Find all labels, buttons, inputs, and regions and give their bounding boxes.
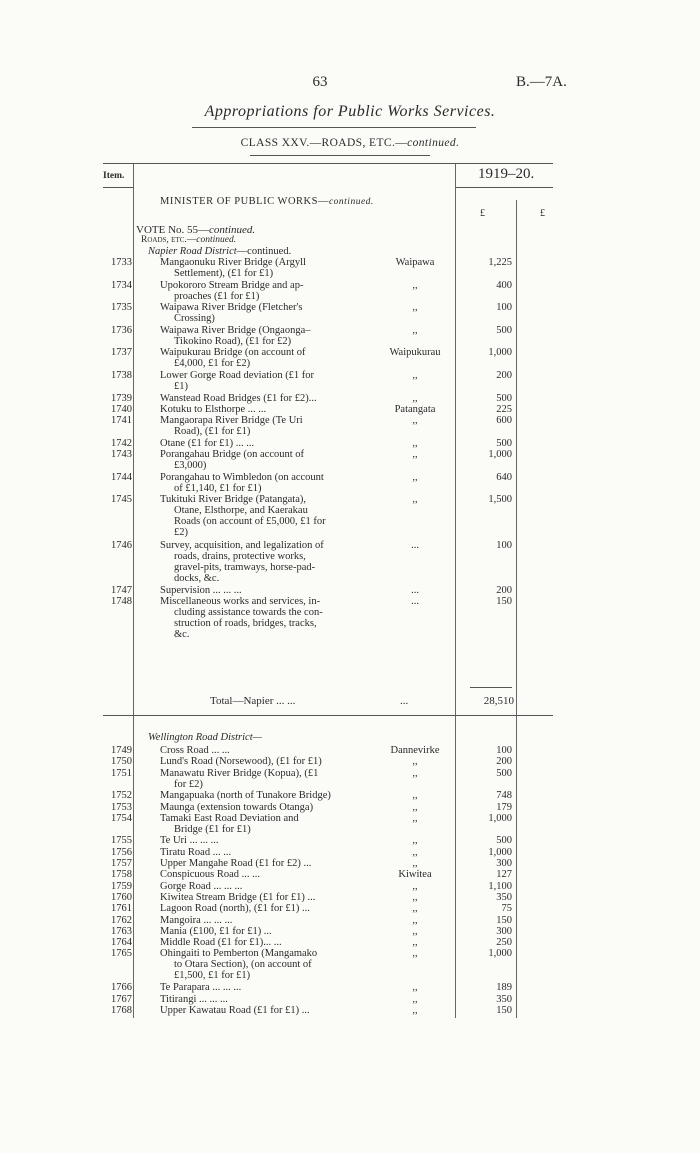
item-locality: ,, bbox=[412, 392, 418, 404]
description-line: Porangahau to Wimbledon (on account bbox=[160, 471, 324, 483]
description-line: Tiratu Road ... ... bbox=[160, 846, 232, 858]
item-description bbox=[160, 903, 370, 914]
description-line: Otane (£1 for £1) ... ... bbox=[160, 437, 255, 449]
class-subtitle bbox=[0, 137, 700, 149]
item-description bbox=[160, 325, 370, 347]
item-locality: ,, bbox=[412, 415, 418, 427]
item-locality: ,, bbox=[412, 937, 418, 949]
item-locality: ,, bbox=[412, 767, 418, 779]
item-number: 1752 bbox=[111, 790, 132, 802]
item-amount: 1,500 bbox=[488, 494, 512, 506]
item-number: 1759 bbox=[111, 880, 132, 892]
item-number: 1753 bbox=[111, 801, 132, 813]
item-number: 1747 bbox=[111, 584, 132, 596]
roads-heading-continued: continued. bbox=[196, 235, 237, 245]
item-number: 1746 bbox=[111, 539, 132, 551]
description-line: Mangapuaka (north of Tunakore Bridge) bbox=[160, 790, 331, 802]
roads-heading-main: Roads, etc.— bbox=[141, 235, 197, 245]
item-number: 1763 bbox=[111, 925, 132, 937]
item-locality: Dannevirke bbox=[390, 745, 440, 756]
item-locality: ,, bbox=[412, 982, 418, 994]
second-amount-column-divider bbox=[516, 200, 517, 1018]
item-column-header: Item. bbox=[103, 171, 125, 181]
item-locality: Kiwitea bbox=[398, 869, 432, 881]
minister-heading bbox=[160, 196, 374, 207]
item-description bbox=[160, 756, 370, 767]
item-locality: Waipawa bbox=[395, 257, 435, 268]
item-locality: ,, bbox=[412, 494, 418, 506]
item-number: 1761 bbox=[111, 903, 132, 915]
item-locality: ,, bbox=[412, 812, 418, 824]
item-locality: ,, bbox=[412, 993, 418, 1005]
item-amount: 500 bbox=[496, 767, 512, 779]
roads-heading bbox=[141, 235, 236, 245]
item-number: 1751 bbox=[111, 767, 132, 779]
item-number: 1762 bbox=[111, 914, 132, 926]
item-amount: 200 bbox=[496, 584, 512, 596]
description-line: Titirangi ... ... ... bbox=[160, 993, 228, 1005]
item-number: 1741 bbox=[111, 415, 132, 427]
item-amount: 200 bbox=[496, 370, 512, 381]
item-description bbox=[160, 982, 370, 993]
item-description bbox=[160, 596, 370, 640]
class-subtitle-continued: continued. bbox=[407, 137, 460, 149]
description-line: Waipawa River Bridge (Fletcher's bbox=[160, 302, 303, 314]
item-number: 1760 bbox=[111, 891, 132, 903]
item-amount: 75 bbox=[501, 903, 512, 915]
item-number: 1758 bbox=[111, 869, 132, 881]
item-number: 1750 bbox=[111, 756, 132, 768]
item-amount: 100 bbox=[496, 302, 512, 314]
item-locality: ,, bbox=[412, 449, 418, 461]
description-line: Manawatu River Bridge (Kopua), (£1 bbox=[160, 767, 319, 779]
item-amount: 350 bbox=[496, 993, 512, 1005]
item-description bbox=[160, 540, 370, 584]
description-line: Mangoira ... ... ... bbox=[160, 914, 233, 926]
total-napier-amount: 28,510 bbox=[483, 695, 514, 707]
item-number: 1737 bbox=[111, 347, 132, 359]
description-line: roads, drains, protective works, bbox=[174, 550, 306, 562]
description-line: gravel-pits, tramways, horse-pad- bbox=[174, 561, 316, 573]
item-locality: ... bbox=[411, 584, 419, 596]
item-locality: Waipukurau bbox=[389, 347, 441, 359]
item-amount: 500 bbox=[496, 324, 512, 336]
description-line: Survey, acquisition, and legalization of bbox=[160, 539, 324, 551]
item-header-rule bbox=[103, 187, 133, 188]
item-description bbox=[160, 393, 370, 404]
item-locality: ,, bbox=[412, 835, 418, 847]
item-number: 1749 bbox=[111, 745, 132, 756]
item-description bbox=[160, 858, 370, 869]
description-line: Kiwitea Stream Bridge (£1 for £1) ... bbox=[160, 891, 316, 903]
wellington-district-heading: Wellington Road District— bbox=[148, 732, 262, 743]
description-line: Mania (£100, £1 for £1) ... bbox=[160, 925, 272, 937]
description-line: Roads (on account of £5,000, £1 for bbox=[174, 516, 326, 528]
item-description bbox=[160, 438, 370, 449]
description-line: Bridge (£1 for £1) bbox=[174, 823, 251, 835]
year-column-header: 1919–20. bbox=[478, 166, 535, 182]
class-subtitle-main: CLASS XXV.—ROADS, ETC.— bbox=[240, 137, 408, 149]
item-locality: ,, bbox=[412, 880, 418, 892]
description-line: Otane, Elsthorpe, and Kaerakau bbox=[174, 505, 308, 517]
description-line: Lagoon Road (north), (£1 for £1) ... bbox=[160, 903, 310, 915]
description-line: Tamaki East Road Deviation and bbox=[160, 812, 299, 824]
item-number: 1745 bbox=[111, 494, 132, 506]
total-dots: ... bbox=[400, 695, 409, 707]
item-locality: ,, bbox=[412, 903, 418, 915]
description-line: Kotuku to Elsthorpe ... ... bbox=[160, 403, 267, 415]
item-description bbox=[160, 948, 370, 981]
item-description bbox=[160, 813, 370, 835]
description-line: £2) bbox=[174, 527, 188, 539]
description-line: Waipawa River Bridge (Ongaonga– bbox=[160, 324, 311, 336]
item-locality: ,, bbox=[412, 948, 418, 960]
item-locality: ,, bbox=[412, 370, 418, 381]
item-description bbox=[160, 1005, 370, 1016]
item-locality: ,, bbox=[412, 756, 418, 768]
item-description bbox=[160, 585, 370, 596]
subtitle-rule bbox=[250, 155, 430, 156]
item-amount: 189 bbox=[496, 982, 512, 994]
item-number: 1767 bbox=[111, 993, 132, 1005]
description-line: proaches (£1 for £1) bbox=[174, 290, 260, 302]
item-locality: ,, bbox=[412, 302, 418, 314]
description-line: Miscellaneous works and services, in- bbox=[160, 596, 321, 607]
item-amount: 150 bbox=[496, 1004, 512, 1016]
description-line: Cross Road ... ... bbox=[160, 745, 230, 756]
item-description bbox=[160, 915, 370, 926]
description-line: Maunga (extension towards Otanga) bbox=[160, 801, 314, 813]
description-line: to Otara Section), (on account of bbox=[174, 959, 312, 971]
item-amount: 1,100 bbox=[488, 880, 512, 892]
item-amount: 500 bbox=[496, 392, 512, 404]
description-line: Lower Gorge Road deviation (£1 for bbox=[160, 370, 315, 381]
item-number: 1734 bbox=[111, 279, 132, 291]
description-line: cluding assistance towards the con- bbox=[174, 607, 323, 618]
napier-district-continued: —continued. bbox=[236, 246, 292, 257]
item-description bbox=[160, 926, 370, 937]
item-amount: 500 bbox=[496, 437, 512, 449]
item-number: 1738 bbox=[111, 370, 132, 381]
description-line: &c. bbox=[174, 629, 190, 640]
item-description bbox=[160, 835, 370, 846]
description-line: struction of roads, bridges, tracks, bbox=[174, 618, 317, 629]
item-amount: 150 bbox=[496, 914, 512, 926]
description-line: for £2) bbox=[174, 778, 203, 790]
description-line: £3,000) bbox=[174, 460, 207, 472]
description-line: Tukituki River Bridge (Patangata), bbox=[160, 494, 307, 506]
item-locality: ,, bbox=[412, 801, 418, 813]
item-locality: ,, bbox=[412, 891, 418, 903]
item-amount: 1,000 bbox=[488, 948, 512, 960]
item-amount: 1,000 bbox=[488, 449, 512, 461]
table-top-rule bbox=[103, 163, 553, 164]
item-locality: ... bbox=[411, 596, 419, 607]
item-description bbox=[160, 302, 370, 324]
description-line: Ohingaiti to Pemberton (Mangamako bbox=[160, 948, 318, 960]
item-amount: 350 bbox=[496, 891, 512, 903]
item-amount: 1,000 bbox=[488, 812, 512, 824]
item-description bbox=[160, 347, 370, 369]
item-column-divider bbox=[133, 163, 134, 1018]
item-description bbox=[160, 869, 370, 880]
item-description bbox=[160, 494, 370, 538]
item-amount: 150 bbox=[496, 596, 512, 607]
item-description bbox=[160, 449, 370, 471]
total-napier-label: Total—Napier ... ... bbox=[210, 695, 296, 707]
item-number: 1740 bbox=[111, 403, 132, 415]
item-amount: 640 bbox=[496, 471, 512, 483]
item-amount: 1,000 bbox=[488, 347, 512, 359]
item-locality: Patangata bbox=[394, 403, 436, 415]
item-locality: ,, bbox=[412, 1004, 418, 1016]
item-description bbox=[160, 745, 370, 756]
description-line: Crossing) bbox=[174, 313, 215, 325]
item-number: 1748 bbox=[111, 596, 132, 607]
item-locality: ,, bbox=[412, 846, 418, 858]
item-number: 1735 bbox=[111, 302, 132, 314]
item-amount: 748 bbox=[496, 790, 512, 802]
item-amount: 300 bbox=[496, 925, 512, 937]
item-number: 1757 bbox=[111, 858, 132, 869]
item-amount: 500 bbox=[496, 835, 512, 847]
total-bottom-rule bbox=[103, 715, 553, 716]
item-description bbox=[160, 892, 370, 903]
item-description bbox=[160, 257, 370, 279]
page-title: Appropriations for Public Works Services. bbox=[204, 103, 496, 120]
title-rule bbox=[192, 127, 476, 128]
description-line: docks, &c. bbox=[174, 572, 220, 584]
item-amount: 1,000 bbox=[488, 846, 512, 858]
description-line: Te Uri ... ... ... bbox=[160, 835, 219, 847]
item-number: 1742 bbox=[111, 437, 132, 449]
item-amount: 250 bbox=[496, 937, 512, 949]
item-description bbox=[160, 768, 370, 790]
pound-header-1: £ bbox=[480, 208, 485, 219]
item-description bbox=[160, 994, 370, 1005]
description-line: Upper Mangahe Road (£1 for £2) ... bbox=[160, 858, 312, 869]
item-number: 1744 bbox=[111, 471, 132, 483]
item-description bbox=[160, 937, 370, 948]
napier-district-heading bbox=[148, 246, 291, 257]
napier-district-name: Napier Road District bbox=[148, 246, 237, 257]
description-line: Te Parapara ... ... ... bbox=[160, 982, 242, 994]
item-description bbox=[160, 280, 370, 302]
description-line: Upper Kawatau Road (£1 for £1) ... bbox=[160, 1004, 310, 1016]
item-number: 1743 bbox=[111, 449, 132, 461]
item-description bbox=[160, 472, 370, 494]
description-line: Waipukurau Bridge (on account of bbox=[160, 347, 306, 359]
amount-column-divider bbox=[455, 163, 456, 1018]
item-locality: ,, bbox=[412, 914, 418, 926]
item-description bbox=[160, 404, 370, 415]
item-amount: 225 bbox=[496, 403, 512, 415]
vote-heading-main: VOTE No. 55— bbox=[136, 224, 210, 236]
item-locality: ,, bbox=[412, 858, 418, 869]
description-line: £1) bbox=[174, 381, 188, 392]
item-number: 1768 bbox=[111, 1004, 132, 1016]
item-number: 1754 bbox=[111, 812, 132, 824]
item-locality: ... bbox=[411, 539, 419, 551]
item-description bbox=[160, 881, 370, 892]
description-line: Mangaorapa River Bridge (Te Uri bbox=[160, 415, 303, 427]
item-amount: 100 bbox=[496, 745, 512, 756]
item-amount: 100 bbox=[496, 539, 512, 551]
description-line: of £1,140, £1 for £1) bbox=[174, 482, 262, 494]
item-amount: 127 bbox=[496, 869, 512, 881]
item-number: 1764 bbox=[111, 937, 132, 949]
description-line: Mangaonuku River Bridge (Argyll bbox=[160, 257, 306, 268]
description-line: Gorge Road ... ... ... bbox=[160, 880, 243, 892]
description-line: £4,000, £1 for £2) bbox=[174, 358, 251, 370]
item-locality: ,, bbox=[412, 925, 418, 937]
item-description bbox=[160, 370, 370, 392]
item-number: 1739 bbox=[111, 392, 132, 404]
item-locality: ,, bbox=[412, 279, 418, 291]
item-locality: ,, bbox=[412, 471, 418, 483]
item-number: 1733 bbox=[111, 257, 132, 268]
item-locality: ,, bbox=[412, 790, 418, 802]
item-description bbox=[160, 802, 370, 813]
pound-header-2: £ bbox=[540, 208, 545, 219]
description-line: Road), (£1 for £1) bbox=[174, 426, 251, 438]
minister-heading-continued: continued. bbox=[328, 197, 374, 207]
minister-heading-main: MINISTER OF PUBLIC WORKS— bbox=[160, 196, 329, 207]
vote-heading-continued: continued. bbox=[209, 224, 256, 236]
item-amount: 300 bbox=[496, 858, 512, 869]
description-line: Middle Road (£1 for £1)... ... bbox=[160, 937, 282, 949]
description-line: Settlement), (£1 for £1) bbox=[174, 268, 274, 279]
item-amount: 600 bbox=[496, 415, 512, 427]
description-line: Conspicuous Road ... ... bbox=[160, 869, 261, 881]
item-description bbox=[160, 415, 370, 437]
item-number: 1765 bbox=[111, 948, 132, 960]
item-number: 1755 bbox=[111, 835, 132, 847]
year-header-rule bbox=[456, 187, 553, 188]
item-description bbox=[160, 790, 370, 801]
item-amount: 179 bbox=[496, 801, 512, 813]
description-line: £1,500, £1 for £1) bbox=[174, 970, 251, 982]
page-reference: B.—7A. bbox=[516, 74, 567, 90]
total-top-rule bbox=[470, 687, 512, 688]
item-locality: ,, bbox=[412, 437, 418, 449]
item-number: 1766 bbox=[111, 982, 132, 994]
page-number: 63 bbox=[312, 74, 328, 90]
description-line: Tikokino Road), (£1 for £2) bbox=[174, 335, 292, 347]
description-line: Upokororo Stream Bridge and ap- bbox=[160, 279, 304, 291]
description-line: Wanstead Road Bridges (£1 for £2)... bbox=[160, 392, 317, 404]
item-locality: ,, bbox=[412, 324, 418, 336]
item-amount: 400 bbox=[496, 279, 512, 291]
item-description bbox=[160, 847, 370, 858]
item-number: 1756 bbox=[111, 846, 132, 858]
item-number: 1736 bbox=[111, 324, 132, 336]
description-line: Porangahau Bridge (on account of bbox=[160, 449, 305, 461]
description-line: Lund's Road (Norsewood), (£1 for £1) bbox=[160, 756, 322, 768]
item-amount: 1,225 bbox=[488, 257, 512, 268]
item-amount: 200 bbox=[496, 756, 512, 768]
description-line: Supervision ... ... ... bbox=[160, 584, 242, 596]
